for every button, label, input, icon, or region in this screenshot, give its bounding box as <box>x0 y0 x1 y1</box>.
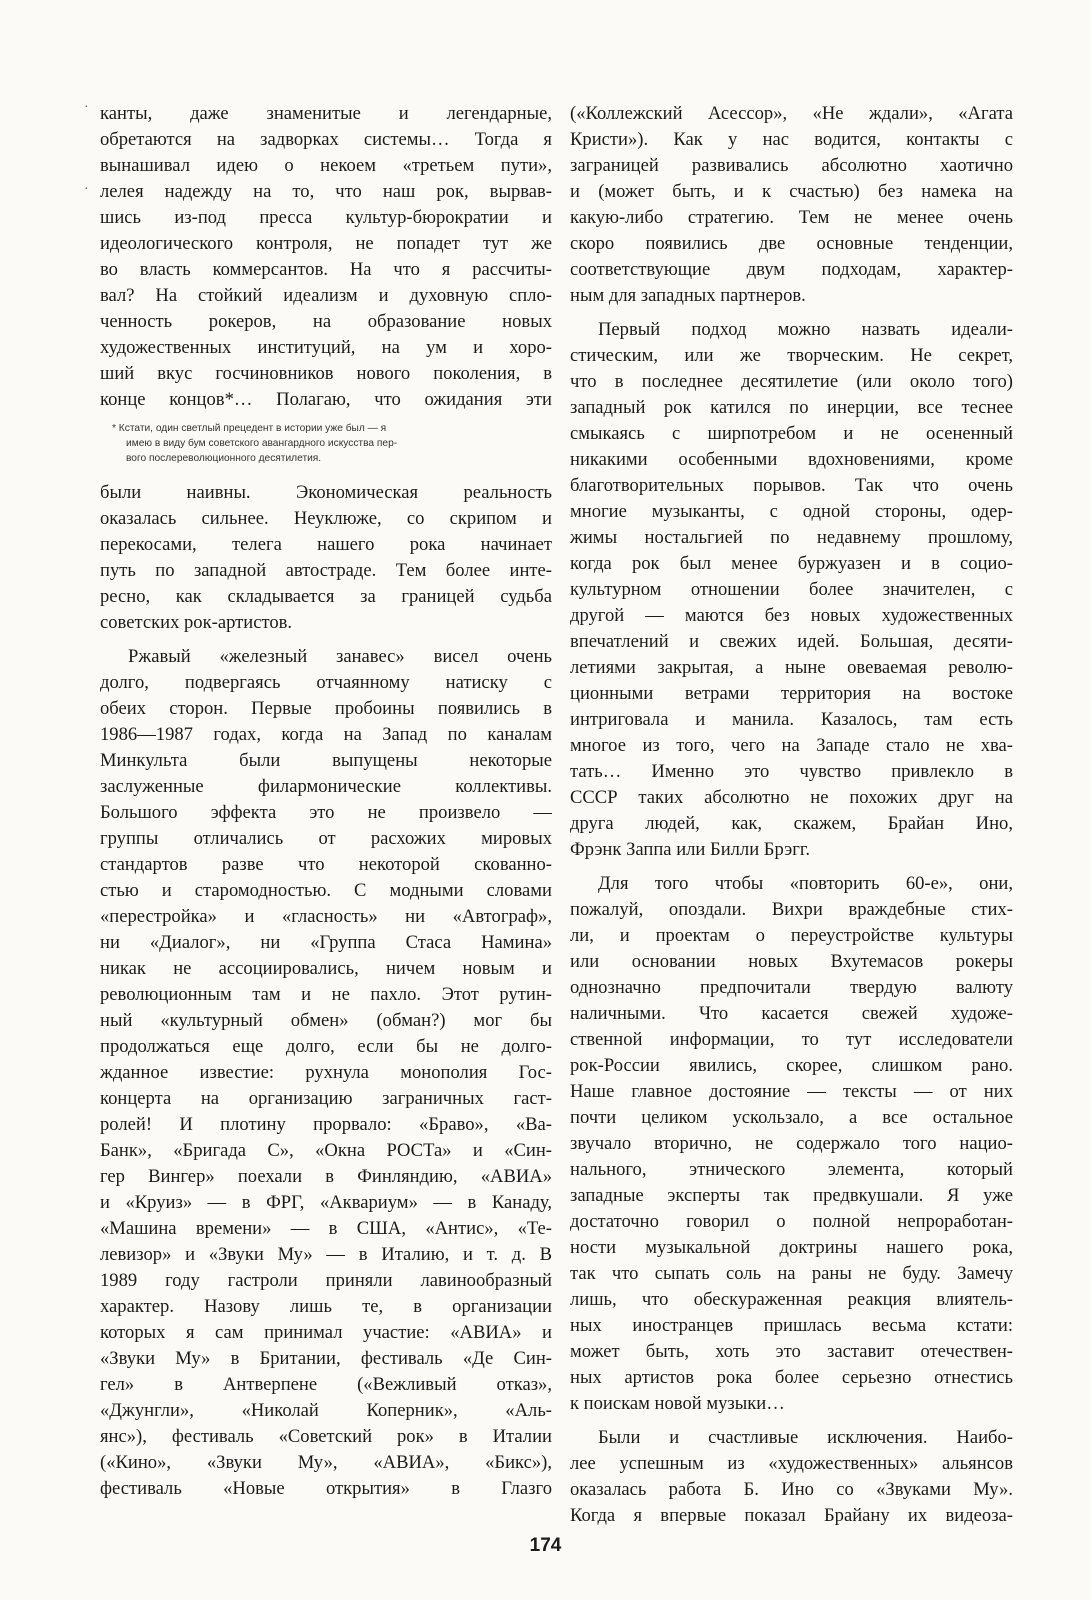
text-line: Кристи»). Как у нас водится, контакты с <box>570 129 1013 150</box>
text-line: Наше главное достояние — тексты — от них <box>570 1081 1013 1102</box>
text-line: янс»), фестиваль «Советский рок» в Италии <box>100 1426 552 1447</box>
right-column <box>570 101 1013 1529</box>
text-line: нального, этнического элемента, который <box>570 1159 1013 1180</box>
text-line: ных иностранцев пришлась весьма кстати: <box>570 1315 1013 1336</box>
text-line: лишь, что обескураженная реакция влиятель- <box>570 1289 1013 1310</box>
text-line: долго, подвергаясь отчаянному натиску с <box>100 672 552 693</box>
text-line: конце концов*… Полагаю, что ожидания эти <box>100 389 552 410</box>
text-line: Первый подход можно назвать идеали- <box>598 319 1013 340</box>
text-line: заслуженные филармонические коллективы. <box>100 776 552 797</box>
text-line: звучало вторично, не содержало того нацио- <box>570 1133 1013 1154</box>
text-line: которых я сам принимал участие: «АВИА» и <box>100 1322 552 1343</box>
text-line: стическим, или же творческим. Не секрет, <box>570 345 1013 366</box>
text-line: характер. Назову лишь те, в организации <box>100 1296 552 1317</box>
text-line: концерта на организацию заграничных гаст- <box>100 1088 552 1109</box>
text-line: что в последнее десятилетие (или около того) <box>570 371 1013 392</box>
text-line: интриговала и манила. Казалось, там есть <box>570 709 1013 730</box>
text-line: Были и счастливые исключения. Наибо- <box>598 1427 1013 1448</box>
text-line: оказалась работа Б. Ино со «Звуками Му». <box>570 1479 1013 1500</box>
text-line: левизор» и «Звуки Му» — в Италию, и т. д. В <box>100 1244 552 1265</box>
text-line: и «Круиз» — в ФРГ, «Аквариум» — в Канаду, <box>100 1192 552 1213</box>
text-line: стандартов разве что некоторой скованно- <box>100 854 552 875</box>
text-line: никак не ассоциировались, ничем новым и <box>100 958 552 979</box>
text-line: достаточно говорил о полной непроработан- <box>570 1211 1013 1232</box>
text-line: однозначно предпочитали твердую валюту <box>570 977 1013 998</box>
text-line: заграницей развивались абсолютно хаотично <box>570 155 1013 176</box>
text-line: 1986—1987 годах, когда на Запад по каналам <box>100 724 552 745</box>
page-number: 174 <box>529 1535 562 1556</box>
text-line: ности музыкальной доктрины нашего рока, <box>570 1237 1013 1258</box>
text-line: «Машина времени» — в США, «Антис», «Те- <box>100 1218 552 1239</box>
left-column <box>100 101 552 1502</box>
text-line: Когда я впервые показал Брайану их видеоза- <box>570 1505 1013 1526</box>
text-line: гел» в Антверпене («Вежливый отказ», <box>100 1374 552 1395</box>
text-line: «Звуки Му» в Британии, фестиваль «Де Син- <box>100 1348 552 1369</box>
text-line: художественных институций, на ум и хоро- <box>100 337 552 358</box>
text-line: западные эксперты так предвкушали. Я уже <box>570 1185 1013 1206</box>
text-line: рок-России явились, скорее, слишком рано. <box>570 1055 1013 1076</box>
text-line: канты, даже знаменитые и легендарные, <box>100 103 552 124</box>
text-line: ным для западных партнеров. <box>570 285 806 306</box>
text-line: ственной информации, то тут исследователи <box>570 1029 1013 1050</box>
text-line: шись из-под пресса культур-бюрократии и <box>100 207 552 228</box>
text-line: и (может быть, и к счастью) без намека на <box>570 181 1013 202</box>
text-line: скоро появились две основные тенденции, <box>570 233 1013 254</box>
text-line: к поискам новой музыки… <box>570 1393 785 1414</box>
text-line: или основании новых Вхутемасов рокеры <box>570 951 1013 972</box>
text-line: пожалуй, опоздали. Вихри враждебные стих- <box>570 899 1013 920</box>
text-line: ресно, как складывается за границей судьба <box>100 586 552 607</box>
text-line: Банк», «Бригада С», «Окна РОСТа» и «Син- <box>100 1140 552 1161</box>
text-line: наличными. Что касается свежей художе- <box>570 1003 1013 1024</box>
text-line: ролей! И плотину прорвало: «Браво», «Ва- <box>100 1114 552 1135</box>
text-line: обретаются на задворках системы… Тогда я <box>100 129 552 150</box>
paragraph <box>570 871 1013 1417</box>
text-line: когда рок был менее буржуазен и в социо- <box>570 553 1013 574</box>
text-line: («Коллежский Асессор», «Не ждали», «Агата <box>570 103 1013 124</box>
text-line: многие музыканты, с одной стороны, одер- <box>570 501 1013 522</box>
text-line: ционными ветрами территория на востоке <box>570 683 1013 704</box>
paragraph <box>100 644 552 1502</box>
text-line: западный рок катился по инерции, все теснее <box>570 397 1013 418</box>
text-line: благотворительных порывов. Так что очень <box>570 475 1013 496</box>
text-line: лелея надежду на то, что наш рок, вырвав- <box>100 181 552 202</box>
text-line: обеих сторон. Первые пробоины появились в <box>100 698 552 719</box>
text-line: смыкаясь с ширпотребом и не осененный <box>570 423 1013 444</box>
text-line: во власть коммерсантов. На что я рассчиты- <box>100 259 552 280</box>
text-line: фестиваль «Новые открытия» в Глазго <box>100 1478 552 1499</box>
text-line: продолжаться еще долго, если бы не долго- <box>100 1036 552 1057</box>
text-line: соответствующие двум подходам, характер- <box>570 259 1013 280</box>
paragraph <box>570 317 1013 863</box>
text-line: ли, и проектам о переустройстве культуры <box>570 925 1013 946</box>
text-line: группы отличались от расхожих мировых <box>100 828 552 849</box>
text-line: так что сыпать соль на раны не буду. Замечу <box>570 1263 1013 1284</box>
text-line: лее успешным из «художественных» альянсов <box>570 1453 1013 1474</box>
text-line: Ржавый «железный занавес» висел очень <box>128 646 552 667</box>
footnote-line: имею в виду бум советского авангардного искусства пер- <box>126 438 398 449</box>
text-line: вал? На стойкий идеализм и духовную спло- <box>100 285 552 306</box>
margin-mark: · <box>84 182 89 197</box>
text-line: были наивны. Экономическая реальность <box>100 482 552 503</box>
margin-mark: · <box>84 100 89 115</box>
text-line: Фрэнк Заппа или Билли Брэгг. <box>570 839 811 860</box>
text-line: другой — маются без новых художественных <box>570 605 1013 626</box>
text-line: путь по западной автостраде. Тем более инте- <box>100 560 552 581</box>
text-line: летиями закрытая, а ныне овеваемая револю- <box>570 657 1013 678</box>
text-line: друга людей, как, скажем, Брайан Ино, <box>570 813 1013 834</box>
text-line: ный «культурный обмен» (обман?) мог бы <box>100 1010 552 1031</box>
footnote-line: * Кстати, один светлый прецедент в истории уже был — я <box>112 423 387 434</box>
text-line: революционным там и не пахло. Этот рутин- <box>100 984 552 1005</box>
text-line: Минкульта были выпущены некоторые <box>100 750 552 771</box>
text-line: никакими особенными вдохновениями, кроме <box>570 449 1013 470</box>
text-line: ший вкус госчиновников нового поколения, в <box>100 363 552 384</box>
text-line: советских рок-артистов. <box>100 612 293 633</box>
footnote-line: вого послереволюционного десятилетия. <box>126 453 322 464</box>
paragraph <box>570 1425 1013 1529</box>
text-line: идеологического контроля, не попадет тут же <box>100 233 552 254</box>
text-line: перекосами, телега нашего рока начинает <box>100 534 552 555</box>
paragraph <box>570 101 1013 309</box>
text-line: СССР таких абсолютно не похожих друг на <box>570 787 1013 808</box>
text-line: жимы ностальгией по недавнему прошлому, <box>570 527 1013 548</box>
text-line: гер Вингер» поехали в Финляндию, «АВИА» <box>100 1166 552 1187</box>
text-line: может быть, хоть это заставит отечествен- <box>570 1341 1013 1362</box>
footnote <box>100 421 552 466</box>
text-line: впечатлений и свежих идей. Большая, десяти- <box>570 631 1013 652</box>
text-line: стью и старомодностью. С модными словами <box>100 880 552 901</box>
text-line: вынашивал идею о некоем «третьем пути», <box>100 155 552 176</box>
text-line: ченность рокеров, на образование новых <box>100 311 552 332</box>
text-line: Для того чтобы «повторить 60-е», они, <box>598 873 1013 894</box>
text-line: («Кино», «Звуки Му», «АВИА», «Бикс»), <box>100 1452 552 1473</box>
text-line: почти целиком ускользало, а все остальное <box>570 1107 1013 1128</box>
text-line: жданное известие: рухнула монополия Гос- <box>100 1062 552 1083</box>
text-line: какую-либо стратегию. Тем не менее очень <box>570 207 1013 228</box>
text-line: культурном отношении более значителен, с <box>570 579 1013 600</box>
text-line: ных артистов рока более серьезно отнестись <box>570 1367 1013 1388</box>
paragraph <box>100 101 552 413</box>
text-line: «Джунгли», «Николай Коперник», «Аль- <box>100 1400 552 1421</box>
text-line: тать… Именно это чувство привлекло в <box>570 761 1013 782</box>
text-line: 1989 году гастроли приняли лавинообразный <box>100 1270 552 1291</box>
paragraph <box>100 480 552 636</box>
text-line: Большого эффекта это не произвело — <box>100 802 552 823</box>
text-line: многое из того, чего на Западе стало не хва- <box>570 735 1013 756</box>
text-line: «перестройка» и «гласность» ни «Автограф», <box>100 906 552 927</box>
text-line: ни «Диалог», ни «Группа Стаса Намина» <box>100 932 552 953</box>
text-line: оказалась сильнее. Неуклюже, со скрипом и <box>100 508 552 529</box>
